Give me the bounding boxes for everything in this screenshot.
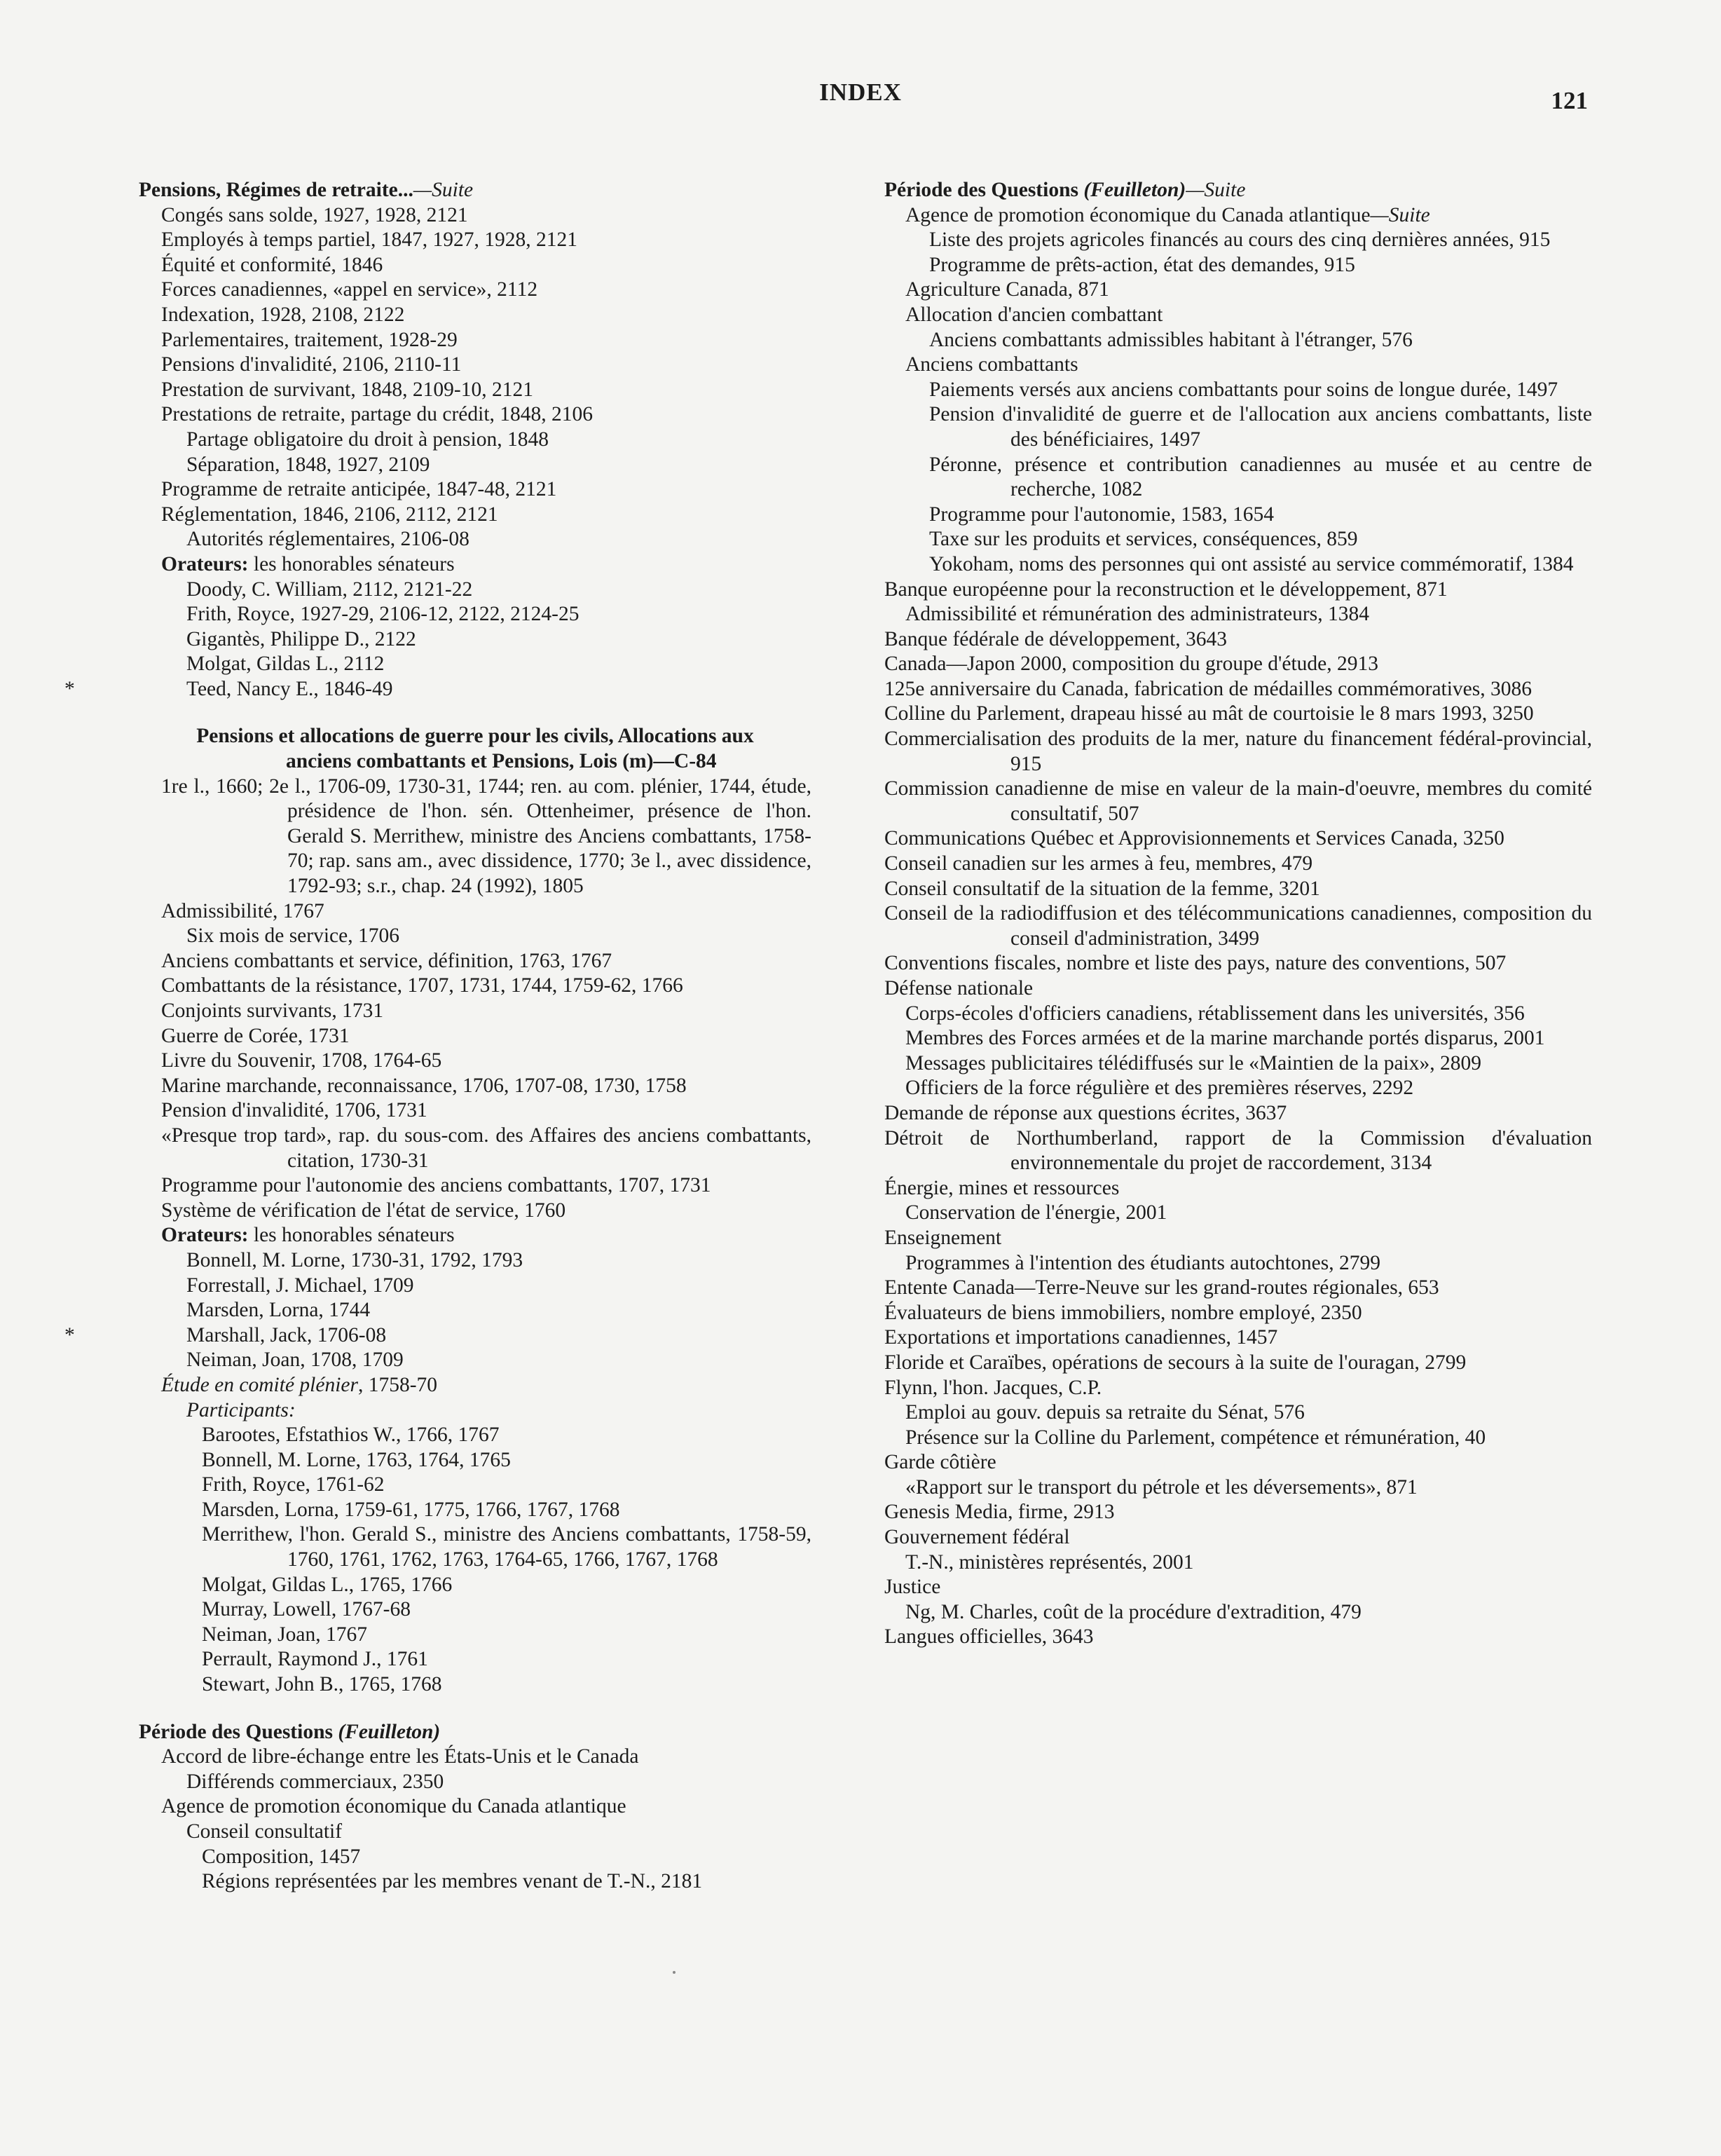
index-entry: «Presque trop tard», rap. du sous-com. des Affaires des anciens combattants, citation, 1730-31 <box>161 1124 811 1172</box>
index-entry: Énergie, mines et ressources <box>884 1176 1120 1199</box>
index-entry: Réglementation, 1846, 2106, 2112, 2121 <box>161 503 498 526</box>
index-entry: Conseil consultatif de la situation de la femme, 3201 <box>884 877 1320 900</box>
index-entry: Prestations de retraite, partage du crédit, 1848, 2106 <box>161 403 594 426</box>
index-entry: Floride et Caraïbes, opérations de secours à la suite de l'ouragan, 2799 <box>884 1351 1467 1374</box>
index-entry: Forces canadiennes, «appel en service», 2112 <box>161 278 538 301</box>
speaker-entry: * Marshall, Jack, 1706-08 <box>64 1323 387 1346</box>
index-entry: Indexation, 1928, 2108, 2122 <box>161 303 405 326</box>
index-entry: Genesis Media, firme, 2913 <box>884 1501 1115 1524</box>
index-entry: Banque fédérale de développement, 3643 <box>884 627 1228 650</box>
index-entry: Entente Canada—Terre-Neuve sur les grand-routes régionales, 653 <box>884 1276 1439 1299</box>
index-entry: Programme pour l'autonomie des anciens combattants, 1707, 1731 <box>161 1174 711 1197</box>
right-column <box>884 178 1592 1650</box>
index-entry: Banque européenne pour la reconstruction et le développement, 871 <box>884 578 1448 601</box>
index-subentry: Conservation de l'énergie, 2001 <box>905 1201 1167 1224</box>
speaker-name: Teed, Nancy E., 1846-49 <box>186 677 393 700</box>
page-title: INDEX <box>819 79 902 106</box>
index-entry: Colline du Parlement, drapeau hissé au mât de courtoisie le 8 mars 1993, 3250 <box>884 702 1534 725</box>
index-subentry: Partage obligatoire du droit à pension, 1848 <box>186 428 549 451</box>
page-number: 121 <box>1551 87 1588 114</box>
index-subentry: Taxe sur les produits et services, conséquences, 859 <box>929 528 1358 551</box>
index-subentry: Programme de prêts-action, état des demandes, 915 <box>929 253 1355 276</box>
index-heading <box>884 178 1592 203</box>
index-entry: Pensions d'invalidité, 2106, 2110-11 <box>161 353 462 376</box>
index-subentry: Paiements versés aux anciens combattants pour soins de longue durée, 1497 <box>929 378 1558 401</box>
orateurs-label: Orateurs: <box>161 552 249 575</box>
index-subentry: «Rapport sur le transport du pétrole et les déversements», 871 <box>905 1475 1418 1499</box>
index-subentry: Anciens combattants admissibles habitant à l'étranger, 576 <box>929 328 1413 351</box>
index-entry: Exportations et importations canadiennes, 1457 <box>884 1326 1278 1349</box>
speaker-entry: Frith, Royce, 1927-29, 2106-12, 2122, 2124-25 <box>186 603 580 626</box>
section-heading-line2: anciens combattants et Pensions, Lois (m)—C-84 <box>286 750 717 773</box>
participant-entry: Bonnell, M. Lorne, 1763, 1764, 1765 <box>202 1448 511 1471</box>
index-entry: Congés sans solde, 1927, 1928, 2121 <box>161 203 468 226</box>
speaker-name: Marshall, Jack, 1706-08 <box>186 1323 387 1346</box>
index-entry: Employés à temps partiel, 1847, 1927, 1928, 2121 <box>161 228 578 252</box>
index-entry: Gouvernement fédéral <box>884 1526 1070 1549</box>
index-subentry: Anciens combattants <box>905 353 1078 376</box>
index-entry: Système de vérification de l'état de service, 1760 <box>161 1199 566 1222</box>
index-entry: Demande de réponse aux questions écrites, 3637 <box>884 1101 1287 1124</box>
index-subentry: Conseil consultatif <box>186 1820 343 1843</box>
heading-text: Période des Questions <box>884 179 1084 201</box>
participant-entry: Murray, Lowell, 1767-68 <box>202 1598 411 1621</box>
speaker-entry: Bonnell, M. Lorne, 1730-31, 1792, 1793 <box>186 1248 523 1271</box>
index-entry: Enseignement <box>884 1226 1002 1249</box>
speaker-entry: * Teed, Nancy E., 1846-49 <box>64 677 393 700</box>
index-subentry: Agriculture Canada, 871 <box>905 278 1109 301</box>
heading-paren: (Feuilleton) <box>1083 179 1186 201</box>
orateurs-label: Orateurs: <box>161 1224 249 1247</box>
index-heading <box>139 178 811 203</box>
entry-text: Agence de promotion économique du Canada atlantique <box>905 203 1371 226</box>
index-entry: Anciens combattants et service, définition, 1763, 1767 <box>161 949 612 972</box>
index-entry: Défense nationale <box>884 977 1034 999</box>
orateurs-line <box>139 1223 811 1248</box>
index-subentry: Six mois de service, 1706 <box>186 925 399 948</box>
index-entry: Commercialisation des produits de la mer, nature du financement fédéral-provincial, 915 <box>884 728 1592 775</box>
stray-dot <box>673 1971 676 1974</box>
index-subentry: Pension d'invalidité de guerre et de l'allocation aux anciens combattants, liste des bénéficiaires, 1497 <box>929 403 1592 451</box>
participant-entry: Marsden, Lorna, 1759-61, 1775, 1766, 1767, 1768 <box>202 1498 620 1521</box>
reading-history: 1re l., 1660; 2e l., 1706-09, 1730-31, 1744; ren. au com. plénier, 1744, étude, présidence de l'hon. sén. Ottenheimer, présence de l'hon. Gerald S. Merrithew, ministre des Anciens combattants, 1758-70; rap. sans am., avec dissidence, 1770; 3e l., avec dissidence, 1792-93; s.r., chap. 24 (1992), 1805 <box>161 775 811 898</box>
index-entry: 125e anniversaire du Canada, fabrication de médailles commémoratives, 3086 <box>884 677 1533 700</box>
speaker-entry: Forrestall, J. Michael, 1709 <box>186 1274 414 1297</box>
index-entry: Canada—Japon 2000, composition du groupe d'étude, 2913 <box>884 653 1379 676</box>
index-entry: Admissibilité, 1767 <box>161 899 324 922</box>
index-subentry: Ng, M. Charles, coût de la procédure d'extradition, 479 <box>905 1600 1362 1623</box>
index-subentry: Différends commerciaux, 2350 <box>186 1770 444 1793</box>
index-subentry: Corps-écoles d'officiers canadiens, rétablissement dans les universités, 356 <box>905 1002 1525 1025</box>
index-entry: Conjoints survivants, 1731 <box>161 999 384 1022</box>
index-subentry: Emploi au gouv. depuis sa retraite du Sénat, 576 <box>905 1401 1305 1424</box>
index-subentry: Liste des projets agricoles financés au cours des cinq dernières années, 915 <box>929 228 1551 252</box>
index-subentry: Composition, 1457 <box>202 1845 361 1868</box>
index-entry: Justice <box>884 1576 941 1599</box>
index-subentry: Régions représentées par les membres venant de T.-N., 2181 <box>202 1870 703 1893</box>
suite-marker: —Suite <box>1186 179 1246 201</box>
index-entry: Marine marchande, reconnaissance, 1706, 1707-08, 1730, 1758 <box>161 1074 687 1097</box>
index-entry: Évaluateurs de biens immobiliers, nombre employé, 2350 <box>884 1301 1362 1324</box>
index-entry: Livre du Souvenir, 1708, 1764-65 <box>161 1049 442 1072</box>
etude-line <box>139 1373 811 1398</box>
heading-text: Pensions, Régimes de retraite... <box>139 179 413 201</box>
speaker-entry: Neiman, Joan, 1708, 1709 <box>186 1349 404 1372</box>
speaker-entry: Marsden, Lorna, 1744 <box>186 1299 371 1322</box>
index-entry: Agence de promotion économique du Canada atlantique <box>161 1795 626 1818</box>
participants-label: Participants: <box>186 1398 296 1421</box>
orateurs-line <box>139 552 811 578</box>
index-subentry: Péronne, présence et contribution canadiennes au musée et au centre de recherche, 1082 <box>929 453 1592 501</box>
index-subentry: Officiers de la force régulière et des premières réserves, 2292 <box>905 1077 1414 1100</box>
index-entry <box>884 203 1592 228</box>
suite-marker: —Suite <box>413 179 474 201</box>
index-subentry: Séparation, 1848, 1927, 2109 <box>186 453 430 476</box>
index-subentry: Admissibilité et rémunération des administrateurs, 1384 <box>905 603 1369 626</box>
index-subentry: Allocation d'ancien combattant <box>905 303 1163 326</box>
participant-entry: Perrault, Raymond J., 1761 <box>202 1648 428 1671</box>
orateurs-text: les honorables sénateurs <box>248 552 455 575</box>
index-entry: Accord de libre-échange entre les États-Unis et le Canada <box>161 1745 639 1768</box>
index-entry: Parlementaires, traitement, 1928-29 <box>161 328 458 351</box>
index-entry: Flynn, l'hon. Jacques, C.P. <box>884 1376 1102 1399</box>
participant-entry: Frith, Royce, 1761-62 <box>202 1473 385 1496</box>
speaker-entry: Gigantès, Philippe D., 2122 <box>186 627 416 650</box>
index-entry: Prestation de survivant, 1848, 2109-10, 2121 <box>161 378 533 401</box>
index-entry: Conventions fiscales, nombre et liste des pays, nature des conventions, 507 <box>884 952 1507 975</box>
index-entry: Communications Québec et Approvisionnements et Services Canada, 3250 <box>884 827 1504 850</box>
participant-entry: Neiman, Joan, 1767 <box>202 1623 367 1646</box>
index-subentry: Autorités réglementaires, 2106-08 <box>186 528 469 551</box>
heading-paren: (Feuilleton) <box>338 1720 441 1743</box>
index-entry: Commission canadienne de mise en valeur de la main-d'oeuvre, membres du comité consultatif, 507 <box>884 777 1592 825</box>
heading-text: Période des Questions <box>139 1720 338 1743</box>
index-subentry: Yokoham, noms des personnes qui ont assisté au service commémoratif, 1384 <box>929 552 1574 575</box>
participant-entry: Molgat, Gildas L., 1765, 1766 <box>202 1573 453 1596</box>
index-subentry: Membres des Forces armées et de la marine marchande portés disparus, 2001 <box>905 1027 1545 1050</box>
index-entry: Combattants de la résistance, 1707, 1731, 1744, 1759-62, 1766 <box>161 974 683 997</box>
index-entry: Programme de retraite anticipée, 1847-48, 2121 <box>161 478 557 501</box>
section-heading: Pensions et allocations de guerre pour les civils, Allocations aux <box>196 725 754 748</box>
index-subentry: Présence sur la Colline du Parlement, compétence et rémunération, 40 <box>905 1426 1486 1449</box>
index-entry: Conseil de la radiodiffusion et des télécommunications canadiennes, composition du conseil d'administration, 3499 <box>884 902 1592 950</box>
speaker-entry: Molgat, Gildas L., 2112 <box>186 653 385 676</box>
index-entry: Garde côtière <box>884 1451 996 1474</box>
index-heading <box>139 1720 811 1745</box>
participant-entry: Merrithew, l'hon. Gerald S., ministre des Anciens combattants, 1758-59, 1760, 1761, 1762, 1763, 1764-65, 1766, 1767, 1768 <box>202 1523 811 1571</box>
left-column <box>64 178 811 1895</box>
index-entry: Conseil canadien sur les armes à feu, membres, 479 <box>884 852 1313 875</box>
speaker-entry: Doody, C. William, 2112, 2121-22 <box>186 578 473 601</box>
index-entry: Langues officielles, 3643 <box>884 1625 1094 1649</box>
index-subentry: Programme pour l'autonomie, 1583, 1654 <box>929 503 1274 526</box>
index-entry: Détroit de Northumberland, rapport de la Commission d'évaluation environnementale du projet de raccordement, 3134 <box>884 1126 1592 1175</box>
orateurs-text: les honorables sénateurs <box>248 1224 455 1247</box>
participant-entry: Barootes, Efstathios W., 1766, 1767 <box>202 1424 500 1447</box>
etude-label: Étude en comité plénier <box>161 1373 358 1396</box>
index-subentry: T.-N., ministères représentés, 2001 <box>905 1550 1194 1574</box>
right-entries <box>884 228 1592 1650</box>
suite-marker: —Suite <box>1370 203 1430 226</box>
participant-entry: Stewart, John B., 1765, 1768 <box>202 1673 442 1696</box>
index-entry: Équité et conformité, 1846 <box>161 253 383 276</box>
index-entry: Pension d'invalidité, 1706, 1731 <box>161 1099 427 1122</box>
index-subentry: Messages publicitaires télédiffusés sur le «Maintien de la paix», 2809 <box>905 1051 1481 1074</box>
etude-pages: , 1758-70 <box>357 1373 438 1396</box>
index-entry: Guerre de Corée, 1731 <box>161 1024 350 1047</box>
index-subentry: Programmes à l'intention des étudiants autochtones, 2799 <box>905 1251 1380 1274</box>
